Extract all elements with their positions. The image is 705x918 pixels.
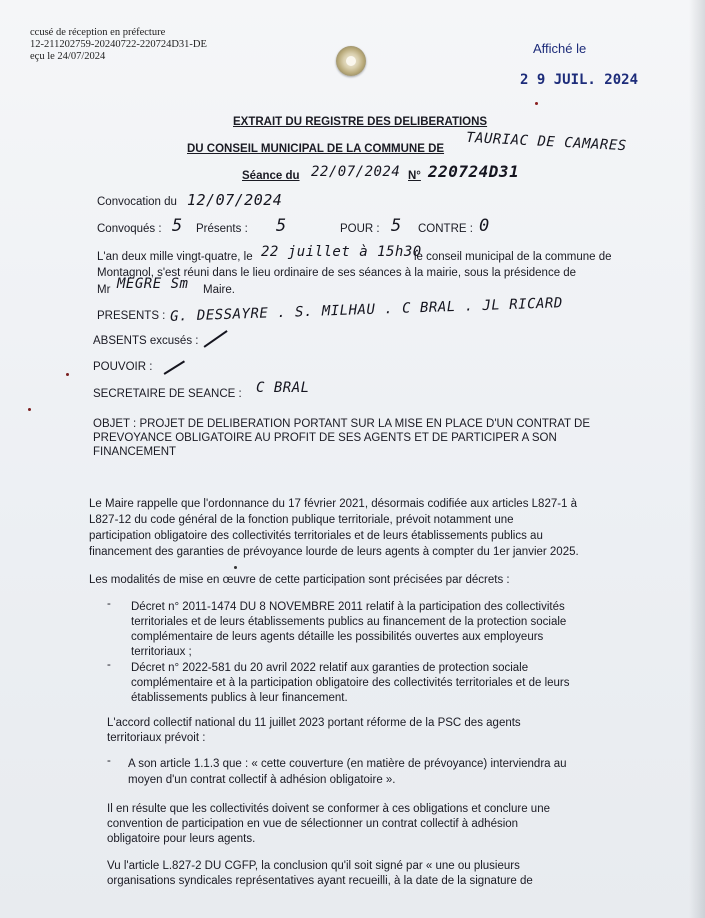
intro-line-1b: le conseil municipal de la commune de [414,251,612,263]
secretaire-handwritten: C BRAL [256,380,310,396]
pour-value: 5 [391,216,402,236]
bullet3-line-2: moyen d'un contrat collectif à adhésion obligatoire ». [128,774,396,786]
para4-line-1: Il en résulte que les collectivités doivent se conformer à ces obligations et conclure une [107,803,550,815]
secretaire-label: SECRETAIRE DE SEANCE : [93,388,242,400]
para1-line-4: financement des garanties de prévoyance lourde de leurs agents à compter du 1er janvier 2025. [89,546,579,558]
absents-label: ABSENTS excusés : [93,335,199,347]
posted-label: Affiché le [533,41,587,56]
pouvoir-dash [164,360,185,374]
bullet-dash: - [107,755,111,767]
bullet3-line-1: A son article 1.1.3 que : « cette couverture (en matière de prévoyance) interviendra au [128,758,567,770]
bullet1-line-3: complémentaire de leurs agents détaille les possibilités ouvertes aux employeurs [131,631,544,643]
bullet2-line-2: complémentaire et à la participation obligatoire des collectivités territoriales et de leurs [131,677,570,689]
receipt-line-3: eçu le 24/07/2024 [30,51,106,62]
presents-label: PRESENTS : [97,310,166,322]
intro-line-3a: Mr [97,284,111,296]
heading-line-2: DU CONSEIL MUNICIPAL DE LA COMMUNE DE [187,143,445,155]
contre-value: 0 [479,216,490,236]
stamp-mark [535,102,538,105]
pour-label: POUR : [340,223,380,235]
receipt-line-1: ccusé de réception en préfecture [30,27,166,38]
heading-line-1: EXTRAIT DU REGISTRE DES DELIBERATIONS [233,116,488,128]
para1-line-2: L827-12 du code général de la fonction publique territoriale, prévoit notamment une [89,514,514,526]
pouvoir-label: POUVOIR : [93,361,153,373]
commune-handwritten: TAURIAC DE CAMARES [465,129,628,155]
scan-speck [66,373,69,376]
intro-line-1a: L'an deux mille vingt-quatre, le [97,251,253,263]
para5-line-2: organisations syndicales représentatives ayant recueilli, à la date de la signature de [107,875,533,887]
para4-line-3: obligatoire pour leurs agents. [107,833,256,845]
para3-line-1: L'accord collectif national du 11 juillet 2023 portant réforme de la PSC des agents [107,717,521,729]
mayor-handwritten: MEGRE Sm [117,276,189,292]
bullet1-line-2: territoriales et de leurs établissements publics au financement de la protection sociale [131,616,567,628]
para5-line-1: Vu l'article L.827-2 DU CGFP, la conclusion qu'il soit signé par « une ou plusieurs [107,860,520,872]
convocation-label: Convocation du [97,196,177,208]
bullet-dash: - [107,598,111,610]
number-label: N° [408,170,421,182]
bullet2-line-1: Décret n° 2022-581 du 20 avril 2022 relatif aux garanties de protection sociale [131,662,529,674]
objet-line-2: PREVOYANCE OBLIGATOIRE AU PROFIT DE SES AGENTS ET DE PARTICIPER A SON [93,432,557,444]
page-edge-shadow [689,0,705,918]
contre-label: CONTRE : [418,223,473,235]
para3-line-2: territoriaux prévoit : [107,732,206,744]
para1-line-1: Le Maire rappelle que l'ordonnance du 17 février 2021, désormais codifiée aux articles L827-1 à [89,498,578,510]
receipt-line-2: 12-211202759-20240722-220724D31-DE [30,39,207,50]
intro-line-2: Montagnol, s'est réuni dans le lieu ordinaire de ses séances à la mairie, sous la présidence de [97,267,577,279]
para1-line-3: participation obligatoire des collectivités territoriales et de leurs établissements publics au [89,530,543,542]
scan-speck [234,566,237,569]
convoques-label: Convoqués : [97,223,162,235]
presents-count-label: Présents : [196,223,248,235]
para4-line-2: convention de participation en vue de sélectionner un contrat collectif à adhésion [107,818,519,830]
number-handwritten: 220724D31 [428,162,520,181]
scan-speck [28,408,31,411]
absents-dash [204,330,228,347]
posted-date: 2 9 JUIL. 2024 [520,72,639,88]
bullet2-line-3: établissements publics à leur financement. [131,692,348,704]
bullet-dash: - [107,659,111,671]
para2: Les modalités de mise en œuvre de cette participation sont précisées par décrets : [89,574,510,586]
intro-date-handwritten: 22 juillet à 15h30 [261,244,422,260]
seance-date-handwritten: 22/07/2024 [311,164,401,180]
objet-line-1: OBJET : PROJET DE DELIBERATION PORTANT SUR LA MISE EN PLACE D'UN CONTRAT DE [93,418,591,430]
convocation-date-handwritten: 12/07/2024 [187,191,283,209]
intro-line-3b: Maire. [203,284,235,296]
bullet1-line-4: territoriaux ; [131,646,192,658]
objet-line-3: FINANCEMENT [93,446,177,458]
presents-names-handwritten: G. DESSAYRE . S. MILHAU . C BRAL . JL RICARD [169,295,564,325]
staple-hole [346,56,356,66]
convoques-value: 5 [172,216,183,236]
presents-count-value: 5 [276,216,287,236]
seance-label: Séance du [242,170,300,182]
bullet1-line-1: Décret n° 2011-1474 DU 8 NOVEMBRE 2011 relatif à la participation des collectivités [131,601,565,613]
